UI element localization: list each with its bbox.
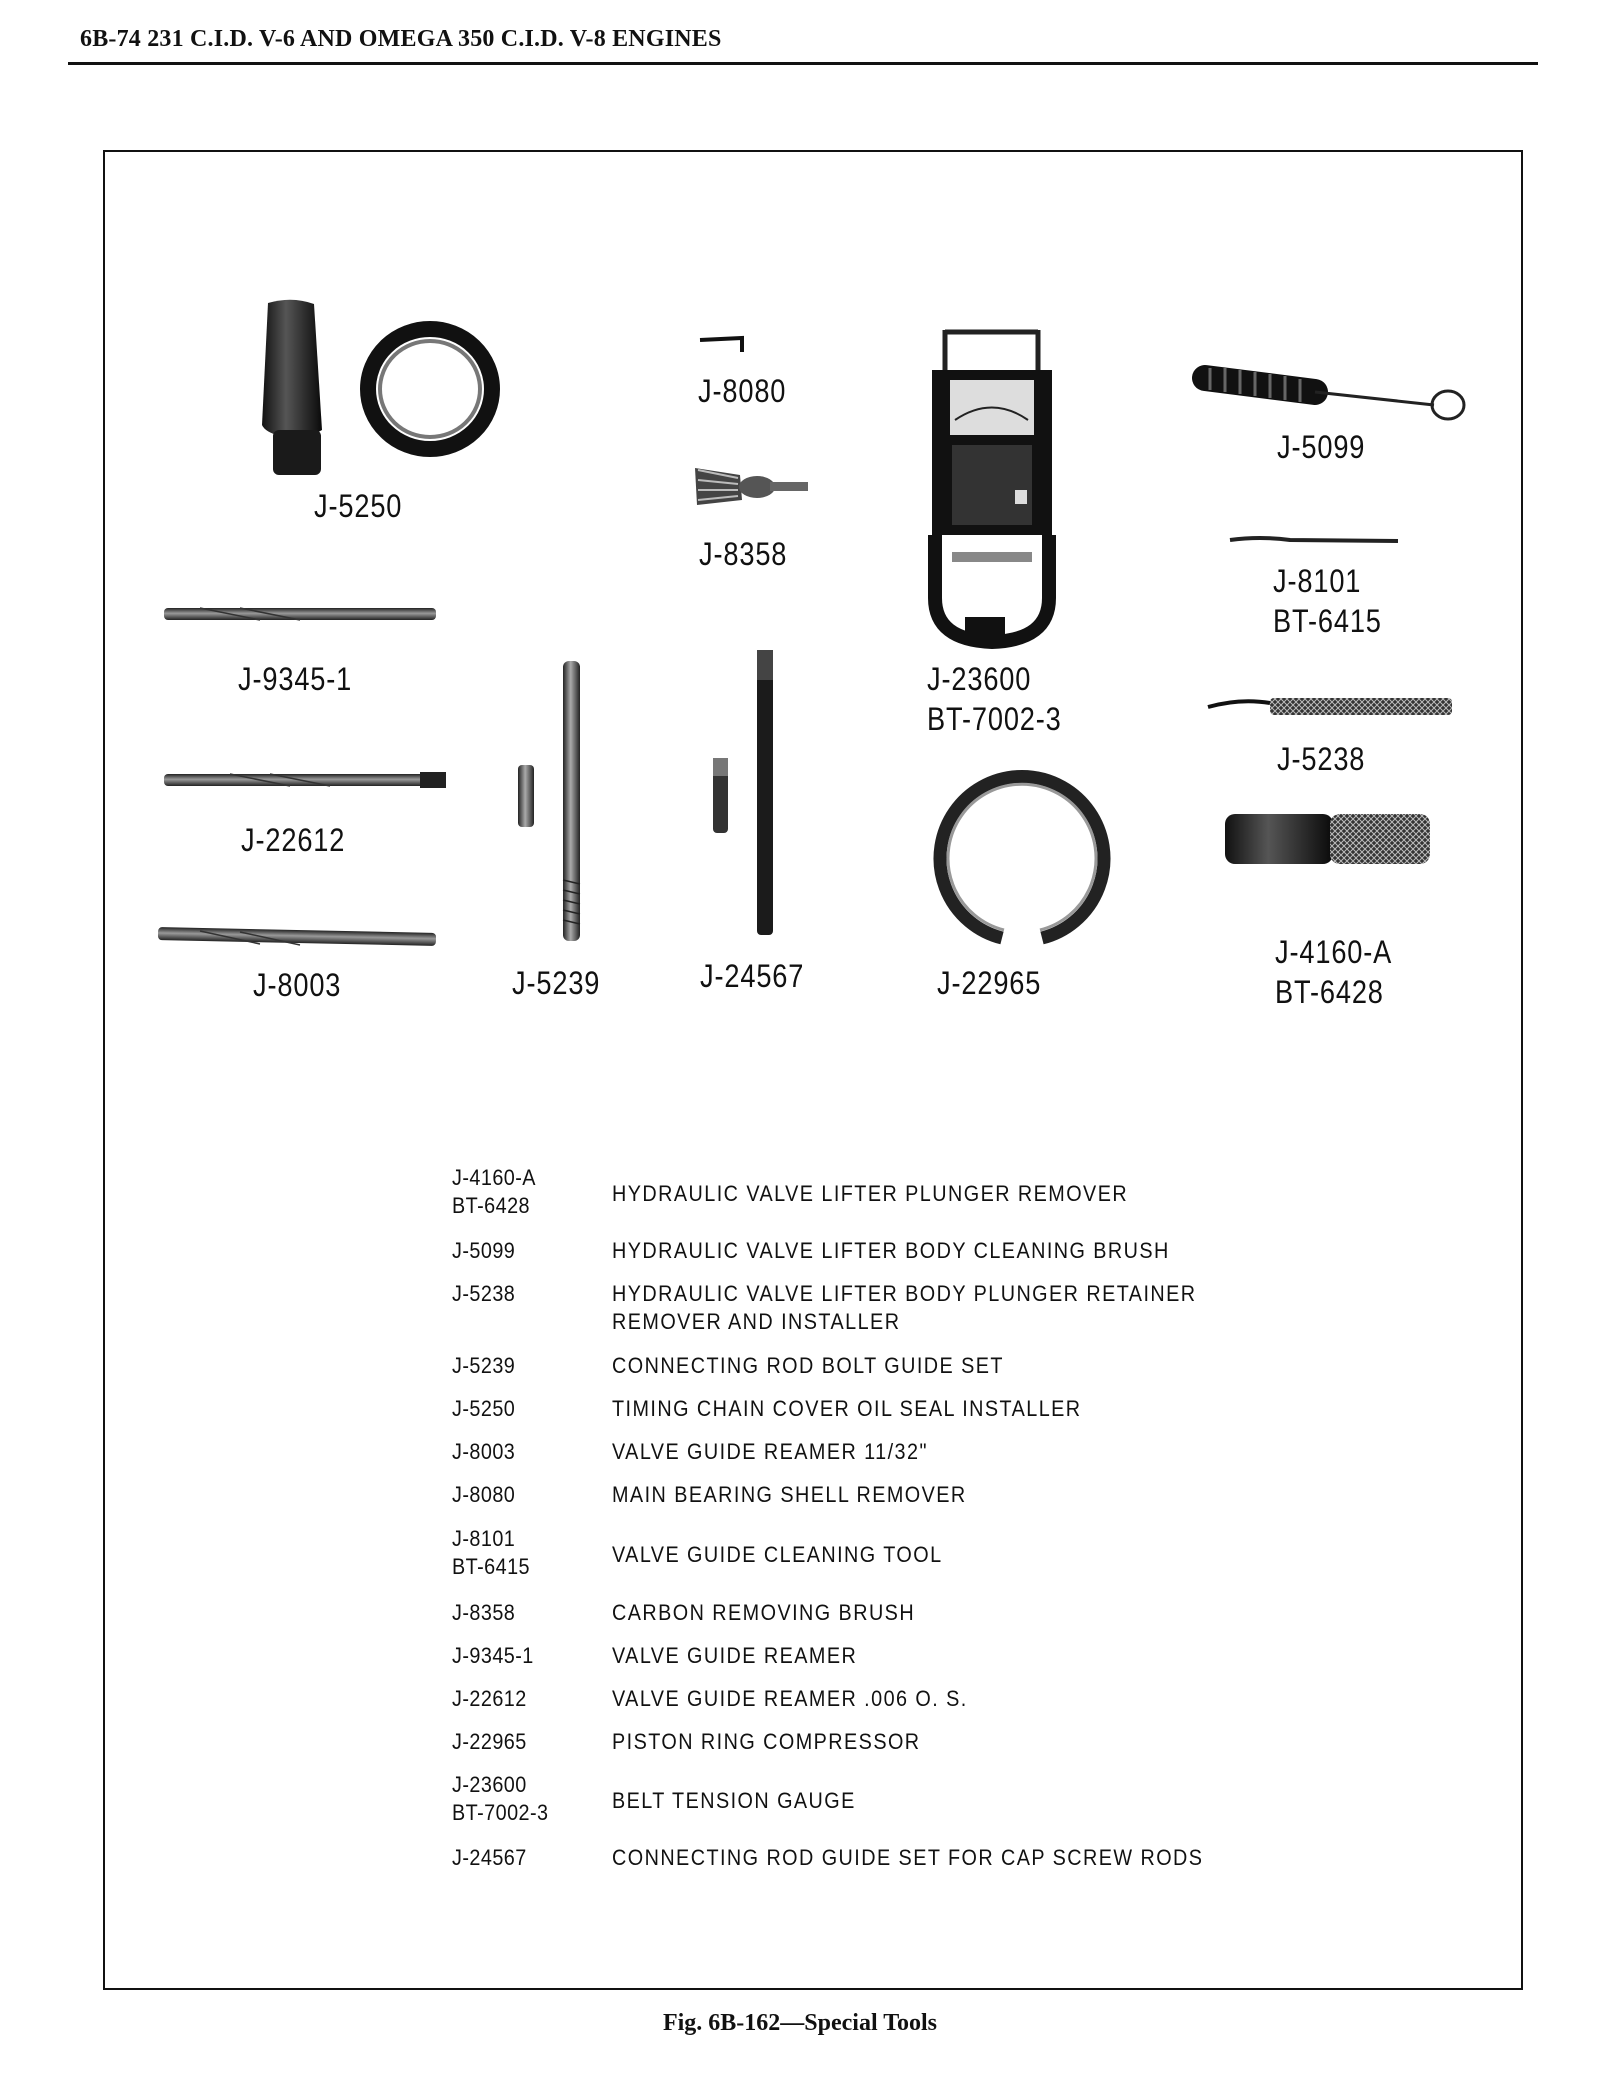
tool-description: BELT TENSION GAUGE bbox=[612, 1788, 856, 1813]
tool-description: HYDRAULIC VALVE LIFTER BODY CLEANING BRUSH bbox=[612, 1238, 1170, 1263]
label-j4160-a-line1: J-4160-A bbox=[1275, 934, 1393, 970]
tool-number: J-9345-1 bbox=[452, 1643, 534, 1668]
j22965-ring-compressor-image bbox=[940, 776, 1104, 938]
tool-number: J-22965 bbox=[452, 1729, 527, 1754]
j8101-cleaning-tool-image bbox=[1230, 538, 1398, 541]
tool-number: J-8358 bbox=[452, 1600, 516, 1625]
tool-description: VALVE GUIDE REAMER 11/32" bbox=[612, 1439, 928, 1464]
tool-description: VALVE GUIDE REAMER .006 O. S. bbox=[612, 1686, 968, 1711]
j22612-reamer-image bbox=[164, 772, 446, 788]
tool-description: CARBON REMOVING BRUSH bbox=[612, 1600, 916, 1625]
tool-number: J-24567 bbox=[452, 1845, 527, 1870]
j8358-brush-image bbox=[695, 468, 808, 505]
label-j8358: J-8358 bbox=[699, 536, 788, 572]
j4160-a-plunger-remover-image bbox=[1225, 814, 1430, 864]
tool-number: J-23600 bbox=[452, 1772, 527, 1797]
label-j22612: J-22612 bbox=[241, 822, 346, 858]
tool-number: J-5250 bbox=[452, 1396, 516, 1421]
tool-number: J-5239 bbox=[452, 1353, 516, 1378]
tool-number: J-5099 bbox=[452, 1238, 516, 1263]
j5099-brush-image bbox=[1205, 368, 1464, 419]
tool-description: TIMING CHAIN COVER OIL SEAL INSTALLER bbox=[612, 1396, 1082, 1421]
label-j22965: J-22965 bbox=[937, 965, 1042, 1001]
label-j8101-line1: J-8101 bbox=[1273, 563, 1362, 599]
label-j8080: J-8080 bbox=[698, 373, 787, 409]
tool-number: J-8080 bbox=[452, 1482, 516, 1507]
figure-caption: Fig. 6B-162—Special Tools bbox=[662, 2010, 938, 2036]
tool-number: J-8003 bbox=[452, 1439, 516, 1464]
tool-description: VALVE GUIDE CLEANING TOOL bbox=[612, 1542, 943, 1567]
tool-number: J-5238 bbox=[452, 1281, 516, 1306]
j5238-retainer-tool-image bbox=[1208, 698, 1452, 715]
j8080-remover-image bbox=[700, 338, 742, 352]
label-j23600-line1: J-23600 bbox=[927, 661, 1032, 697]
tool-description: PISTON RING COMPRESSOR bbox=[612, 1729, 921, 1754]
tool-description: CONNECTING ROD GUIDE SET FOR CAP SCREW RODS bbox=[612, 1845, 1204, 1870]
tool-number: J-8101 bbox=[452, 1526, 516, 1551]
j9345-1-reamer-image bbox=[164, 608, 436, 620]
label-j23600-line2: BT-7002-3 bbox=[927, 701, 1062, 737]
tool-description: HYDRAULIC VALVE LIFTER BODY PLUNGER RETAINER bbox=[612, 1281, 1197, 1306]
tool-description: VALVE GUIDE REAMER bbox=[612, 1643, 858, 1668]
tool-description: MAIN BEARING SHELL REMOVER bbox=[612, 1482, 967, 1507]
label-j5250: J-5250 bbox=[314, 488, 403, 524]
label-j4160-a-line2: BT-6428 bbox=[1275, 974, 1384, 1010]
tool-description: CONNECTING ROD BOLT GUIDE SET bbox=[612, 1353, 1004, 1378]
j5239-guide-set-image bbox=[518, 661, 580, 941]
label-j8003: J-8003 bbox=[253, 967, 342, 1003]
j8003-reamer-image bbox=[158, 927, 436, 946]
tool-number: BT-6428 bbox=[452, 1193, 531, 1218]
tool-number: J-22612 bbox=[452, 1686, 527, 1711]
tool-number: BT-6415 bbox=[452, 1554, 531, 1579]
label-j9345-1: J-9345-1 bbox=[238, 661, 353, 697]
label-j24567: J-24567 bbox=[700, 958, 805, 994]
label-j5099: J-5099 bbox=[1277, 429, 1366, 465]
page-header-title: 6B-74 231 C.I.D. V-6 AND OMEGA 350 C.I.D. V-8 ENGINES bbox=[80, 26, 722, 52]
tool-description: REMOVER AND INSTALLER bbox=[612, 1309, 901, 1334]
tool-description: HYDRAULIC VALVE LIFTER PLUNGER REMOVER bbox=[612, 1181, 1129, 1206]
j5250-installer-image bbox=[262, 300, 492, 475]
label-j8101-line2: BT-6415 bbox=[1273, 603, 1382, 639]
label-j5239: J-5239 bbox=[512, 965, 601, 1001]
tool-number: BT-7002-3 bbox=[452, 1800, 549, 1825]
label-j5238: J-5238 bbox=[1277, 741, 1366, 777]
tool-number: J-4160-A bbox=[452, 1165, 536, 1190]
j23600-belt-tension-gauge-image bbox=[932, 330, 1052, 642]
j24567-guide-set-image bbox=[713, 650, 773, 935]
